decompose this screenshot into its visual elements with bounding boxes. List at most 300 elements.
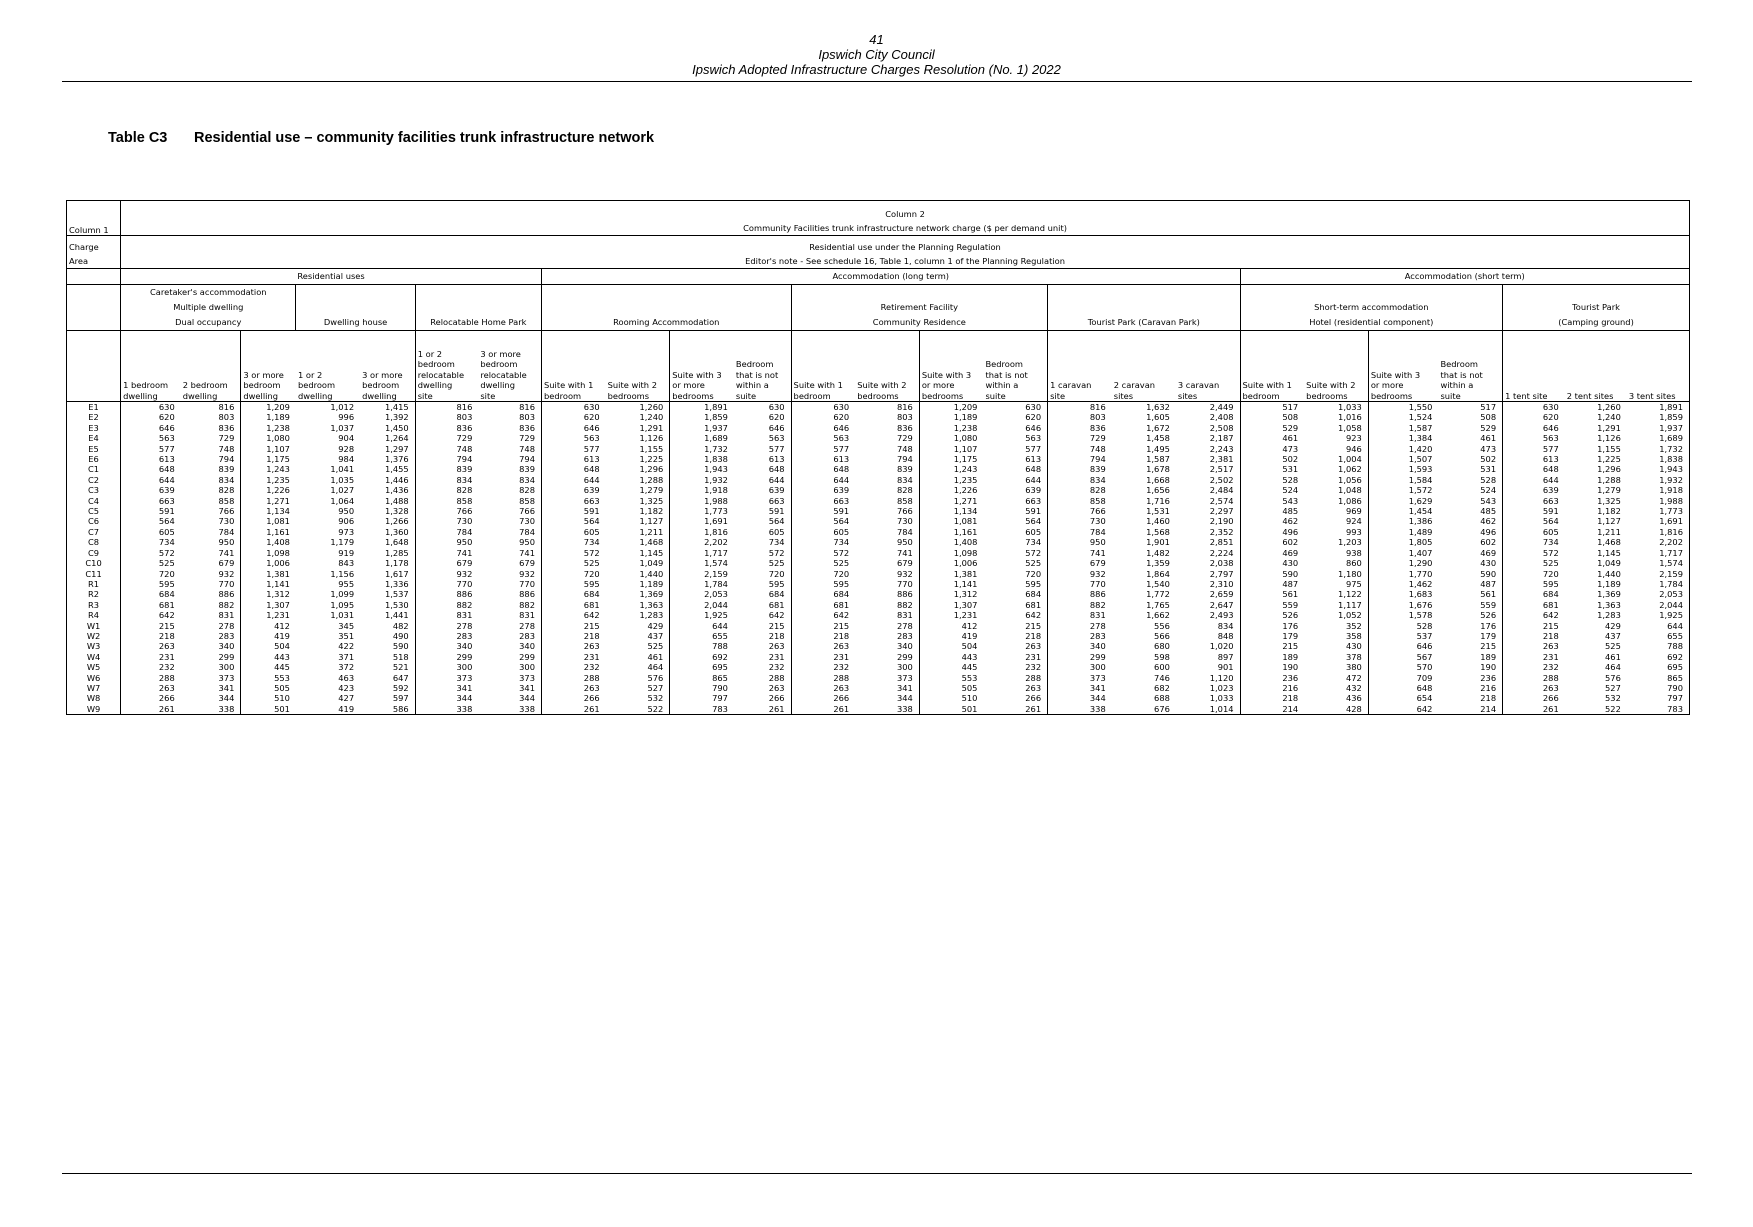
sub-header: [1368, 331, 1438, 402]
charge-area-cell: C6: [67, 516, 121, 526]
charge-value-cell: 595: [583, 578, 600, 589]
charge-value-cell: 630: [734, 402, 791, 413]
charge-value-cell: 831: [218, 610, 235, 621]
charge-value-cell: 218: [983, 631, 1047, 641]
charge-value-cell: 681: [158, 599, 175, 610]
charge-value-cell: 1,578: [1368, 610, 1438, 620]
charge-value-cell: 692: [670, 652, 734, 662]
sub-header-line: Bedroom: [985, 359, 1023, 370]
charge-value-cell: 283: [1089, 630, 1106, 641]
charge-area-cell: W3: [67, 641, 121, 651]
sub-header-line: within a: [985, 380, 1019, 391]
sub-header-line: or more: [1370, 380, 1404, 391]
sub-header-line: bedrooms: [921, 390, 964, 401]
sub-header-line: dwelling: [123, 390, 158, 401]
charge-value-cell: 430: [1282, 558, 1299, 569]
charge-value-cell: 620: [1542, 412, 1559, 423]
charge-value-cell: 263: [1542, 641, 1559, 652]
table-row: [67, 610, 1690, 620]
charge-value-cell: 462: [1282, 516, 1299, 527]
charge-value-cell: 218: [583, 630, 600, 641]
charge-value-cell: 1,816: [1627, 527, 1690, 537]
charge-value-cell: 559: [1438, 600, 1502, 610]
sub-header-line: bedroom: [417, 359, 455, 370]
charge-value-cell: 1,572: [1368, 485, 1438, 495]
charge-value-cell: 729: [1089, 433, 1106, 444]
charge-value-cell: 1,041: [330, 464, 355, 475]
charge-value-cell: 496: [1282, 526, 1299, 537]
charge-value-cell: 299: [1089, 651, 1106, 662]
charge-value-cell: 1,141: [241, 579, 296, 589]
charge-value-cell: 577: [833, 443, 850, 454]
charge-value-cell: 373: [896, 672, 913, 683]
charge-value-cell: 1,656: [1146, 485, 1170, 496]
charge-value-cell: 2,659: [1176, 589, 1240, 599]
charge-value-cell: 741: [218, 547, 235, 558]
charge-value-cell: 2,381: [1176, 454, 1240, 464]
charge-value-cell: 684: [158, 589, 175, 600]
charge-value-cell: 1,988: [1627, 496, 1690, 506]
charge-value-cell: 487: [1282, 578, 1299, 589]
sub-header: [415, 331, 478, 402]
charge-value-cell: 1,126: [1597, 433, 1621, 444]
charge-value-cell: 1,325: [639, 495, 664, 506]
charge-value-cell: 984: [338, 454, 355, 465]
charge-value-cell: 839: [478, 464, 541, 474]
charge-value-cell: 576: [647, 672, 664, 683]
charge-value-cell: 2,851: [1176, 537, 1240, 547]
sub-header: [670, 331, 734, 402]
charge-value-cell: 1,507: [1368, 454, 1438, 464]
charge-value-cell: 770: [218, 578, 235, 589]
charge-value-cell: 1,020: [1176, 641, 1240, 651]
charge-value-cell: 261: [983, 704, 1047, 715]
charge-value-cell: 522: [606, 704, 670, 715]
column2-header: [121, 201, 1690, 236]
sub-header-line: Suite with 3: [921, 369, 972, 380]
charge-value-cell: 730: [218, 516, 235, 527]
charge-value-cell: 591: [158, 506, 175, 517]
sub-header: [478, 331, 541, 402]
charge-value-cell: 1,458: [1146, 433, 1170, 444]
charge-value-cell: 564: [734, 516, 791, 526]
charge-value-cell: 1,049: [1597, 558, 1621, 569]
charge-value-cell: 592: [360, 683, 415, 693]
charge-value-cell: 1,006: [241, 558, 296, 568]
charge-value-cell: 932: [478, 569, 541, 579]
charge-value-cell: 1,238: [919, 423, 983, 433]
charge-value-cell: 1,386: [1368, 516, 1438, 526]
charge-value-cell: 630: [583, 402, 600, 412]
charge-value-cell: 620: [983, 412, 1047, 422]
charge-value-cell: 605: [983, 527, 1047, 537]
charge-value-cell: 1,048: [1338, 485, 1362, 496]
table-row: [67, 683, 1690, 693]
charge-value-cell: 1,550: [1368, 402, 1438, 413]
charge-value-cell: 218: [158, 630, 175, 641]
charge-value-cell: 517: [1282, 402, 1299, 412]
charge-value-cell: 613: [833, 454, 850, 465]
sub-header: [1438, 331, 1502, 402]
charge-value-cell: 504: [241, 641, 296, 651]
charge-value-cell: 1,468: [639, 537, 664, 548]
charge-value-cell: 679: [896, 558, 913, 569]
charge-value-cell: 932: [1089, 568, 1106, 579]
table-row: [67, 548, 1690, 558]
charge-value-cell: 338: [1048, 704, 1112, 715]
charge-value-cell: 215: [158, 620, 175, 631]
charge-value-cell: 1,182: [639, 506, 664, 517]
charge-value-cell: 642: [583, 610, 600, 621]
charge-value-cell: 729: [478, 433, 541, 443]
charge-value-cell: 1,307: [919, 600, 983, 610]
charge-value-cell: 1,587: [1368, 423, 1438, 433]
charge-value-cell: 437: [647, 630, 664, 641]
header-row-groups: [67, 269, 1690, 285]
charge-value-cell: 564: [1542, 516, 1559, 527]
charge-value-cell: 1,290: [1368, 558, 1438, 568]
charge-value-cell: 526: [1438, 610, 1502, 620]
charge-value-cell: 577: [1542, 443, 1559, 454]
sub-header: [1048, 331, 1112, 402]
charge-area-cell: C8: [67, 537, 121, 547]
charge-value-cell: 189: [1282, 651, 1299, 662]
charge-value-cell: 2,297: [1176, 506, 1240, 516]
charge-value-cell: 176: [1438, 621, 1502, 631]
charge-value-cell: 794: [218, 454, 235, 465]
charge-value-cell: 680: [1154, 641, 1170, 652]
charge-value-cell: 525: [583, 558, 600, 569]
charge-value-cell: 521: [360, 662, 415, 672]
charge-value-cell: 1,175: [241, 454, 296, 464]
charge-value-cell: 218: [1282, 693, 1299, 704]
charge-value-cell: 794: [478, 454, 541, 464]
charge-value-cell: 232: [1542, 662, 1559, 673]
header-row-column2: [67, 201, 1690, 236]
charge-value-cell: 858: [415, 496, 478, 506]
charge-value-cell: 648: [1542, 464, 1559, 475]
blank-cell: [67, 285, 121, 331]
charge-value-cell: 2,187: [1176, 433, 1240, 443]
charge-area-cell: C10: [67, 558, 121, 568]
charge-value-cell: 1,240: [639, 412, 664, 423]
charge-value-cell: 469: [1282, 547, 1299, 558]
charge-value-cell: 950: [338, 506, 355, 517]
charge-value-cell: 437: [1605, 630, 1621, 641]
table-row: [67, 454, 1690, 464]
charge-value-cell: 564: [583, 516, 600, 527]
community-label: Community Residence: [872, 317, 966, 327]
sub-header-line: bedroom: [793, 390, 831, 401]
caretaker-label: Caretaker's accommodation: [149, 287, 267, 297]
charge-value-cell: 218: [833, 630, 850, 641]
charge-value-cell: 2,190: [1176, 516, 1240, 526]
charge-value-cell: 1,226: [241, 485, 296, 495]
charge-value-cell: 527: [647, 682, 664, 693]
charge-value-cell: 1,155: [1597, 443, 1621, 454]
charge-value-cell: 681: [1542, 599, 1559, 610]
charge-value-cell: 1,455: [360, 464, 415, 474]
charge-value-cell: 836: [896, 422, 913, 433]
charge-value-cell: 639: [158, 485, 175, 496]
charge-value-cell: 2,224: [1176, 548, 1240, 558]
charge-value-cell: 559: [1282, 599, 1299, 610]
charge-value-cell: 1,540: [1146, 578, 1170, 589]
charge-value-cell: 1,126: [639, 433, 664, 444]
charge-value-cell: 1,605: [1146, 412, 1170, 423]
charge-value-cell: 1,482: [1146, 547, 1170, 558]
charge-value-cell: 620: [158, 412, 175, 423]
charge-value-cell: 797: [670, 693, 734, 703]
charge-value-cell: 263: [158, 641, 175, 652]
charge-value-cell: 263: [734, 641, 791, 651]
charge-value-cell: 886: [415, 589, 478, 599]
charge-value-cell: 283: [218, 630, 235, 641]
sub-header-line: bedroom: [1242, 390, 1280, 401]
charge-value-cell: 734: [158, 537, 175, 548]
charge-value-cell: 770: [415, 579, 478, 589]
charge-value-cell: 266: [583, 693, 600, 704]
charge-area-cell: E2: [67, 412, 121, 422]
charge-value-cell: 904: [338, 433, 355, 444]
table-row: [67, 589, 1690, 599]
charge-value-cell: 261: [734, 704, 791, 715]
charge-value-cell: 1,064: [330, 495, 355, 506]
charge-value-cell: 215: [833, 620, 850, 631]
charge-value-cell: 232: [734, 662, 791, 672]
charge-value-cell: 1,203: [1338, 537, 1362, 548]
charge-value-cell: 1,359: [1146, 558, 1170, 569]
charge-value-cell: 950: [415, 537, 478, 547]
charge-value-cell: 338: [855, 704, 919, 715]
sub-header-line: site: [480, 390, 496, 401]
charge-value-cell: 1,691: [1627, 516, 1690, 526]
charge-value-cell: 1,668: [1146, 474, 1170, 485]
charge-value-cell: 231: [983, 652, 1047, 662]
charge-value-cell: 1,271: [241, 496, 296, 506]
charge-value-cell: 215: [1438, 641, 1502, 651]
charge-value-cell: 654: [1368, 693, 1438, 703]
charge-value-cell: 1,415: [360, 402, 415, 413]
sub-header-line: dwelling: [362, 390, 397, 401]
charge-value-cell: 378: [1345, 651, 1362, 662]
charge-value-cell: 572: [583, 547, 600, 558]
charge-value-cell: 950: [218, 537, 235, 548]
charge-value-cell: 1,765: [1146, 599, 1170, 610]
page-number: 41: [869, 32, 884, 47]
sub-header-line: Suite with 3: [1370, 369, 1421, 380]
page-header: [0, 32, 1753, 77]
charge-value-cell: 1,127: [639, 516, 664, 527]
charge-value-cell: 263: [1542, 682, 1559, 693]
charge-value-cell: 1,587: [1146, 454, 1170, 465]
charge-value-cell: 1,360: [360, 527, 415, 537]
charge-area-cell: R4: [67, 610, 121, 620]
charge-value-cell: 300: [478, 662, 541, 672]
sub-header-line: 2 caravan: [1113, 380, 1156, 391]
charge-value-cell: 591: [1542, 506, 1559, 517]
charge-value-cell: 1,381: [241, 569, 296, 579]
charge-value-cell: 1,691: [670, 516, 734, 526]
charge-value-cell: 642: [1368, 704, 1438, 715]
sub-header-line: within a: [735, 380, 769, 391]
charge-value-cell: 858: [478, 496, 541, 506]
charge-value-cell: 684: [833, 589, 850, 600]
charge-value-cell: 300: [896, 662, 913, 673]
charge-value-cell: 1,689: [670, 433, 734, 443]
charge-value-cell: 412: [241, 621, 296, 631]
charge-value-cell: 709: [1368, 673, 1438, 683]
charge-value-cell: 602: [1438, 537, 1502, 547]
sub-header-line: 1 or 2: [417, 348, 443, 359]
charge-value-cell: 1,440: [1597, 568, 1621, 579]
charge-value-cell: 646: [1542, 422, 1559, 433]
charge-value-cell: 236: [1438, 673, 1502, 683]
charge-value-cell: 1,816: [670, 527, 734, 537]
sub-header-line: within a: [1440, 380, 1474, 391]
charge-value-cell: 1,937: [670, 423, 734, 433]
charge-value-cell: 1,450: [360, 423, 415, 433]
charge-value-cell: 1,489: [1368, 527, 1438, 537]
charge-value-cell: 973: [338, 526, 355, 537]
sub-header-line: dwelling: [297, 390, 333, 401]
charge-value-cell: 1,264: [360, 433, 415, 443]
charge-value-cell: 681: [833, 599, 850, 610]
charge-area-cell: C9: [67, 548, 121, 558]
charge-value-cell: 2,647: [1176, 600, 1240, 610]
charge-area-cell: E5: [67, 444, 121, 454]
charge-value-cell: 218: [734, 631, 791, 641]
charge-value-cell: 746: [1154, 672, 1170, 683]
charge-value-cell: 1,408: [241, 537, 296, 547]
table-title: [108, 130, 654, 146]
charge-value-cell: 338: [181, 704, 241, 715]
charge-value-cell: 1,537: [360, 589, 415, 599]
table-row: [67, 496, 1690, 506]
charge-value-cell: 463: [338, 672, 355, 683]
charge-value-cell: 572: [158, 547, 175, 558]
charge-value-cell: 1,859: [1627, 412, 1690, 422]
charge-value-cell: 525: [647, 641, 664, 652]
charge-value-cell: 179: [1438, 631, 1502, 641]
charge-value-cell: 928: [338, 443, 355, 454]
charge-value-cell: 1,369: [1597, 589, 1621, 600]
charge-value-cell: 525: [1542, 558, 1559, 569]
charge-value-cell: 831: [896, 610, 913, 621]
sub-header-line: bedroom: [362, 380, 400, 391]
sub-header-line: 1 tent site: [1505, 390, 1548, 401]
charge-value-cell: 681: [983, 600, 1047, 610]
sub-header-line: bedrooms: [672, 390, 714, 401]
charge-value-cell: 1,689: [1627, 433, 1690, 443]
charge-value-cell: 429: [647, 620, 664, 631]
charge-value-cell: 816: [218, 402, 235, 412]
charge-value-cell: 720: [158, 568, 175, 579]
blank-cell: [67, 269, 121, 285]
charge-value-cell: 1,225: [1597, 454, 1621, 465]
header-row-regulation: [67, 236, 1690, 269]
charge-value-cell: 648: [1368, 683, 1438, 693]
charge-value-cell: 595: [983, 579, 1047, 589]
charge-value-cell: 577: [158, 443, 175, 454]
charge-area-cell: R3: [67, 600, 121, 610]
charge-value-cell: 730: [1089, 516, 1106, 527]
charge-value-cell: 263: [583, 682, 600, 693]
charge-value-cell: 473: [1438, 444, 1502, 454]
charge-value-cell: 828: [478, 485, 541, 495]
charge-value-cell: 748: [415, 444, 478, 454]
charge-value-cell: 501: [241, 704, 296, 715]
charge-area-cell: R1: [67, 579, 121, 589]
charge-value-cell: 729: [896, 433, 913, 444]
charge-value-cell: 537: [1368, 631, 1438, 641]
charge-value-cell: 766: [415, 506, 478, 516]
charge-area-line2: Area: [69, 256, 89, 266]
charge-value-cell: 1,717: [1627, 548, 1690, 558]
charge-value-cell: 590: [1438, 569, 1502, 579]
charge-value-cell: 591: [734, 506, 791, 516]
charge-value-cell: 190: [1438, 662, 1502, 672]
table-row: [67, 537, 1690, 547]
charge-value-cell: 1,369: [639, 589, 664, 600]
charge-area-cell: W2: [67, 631, 121, 641]
charge-value-cell: 1,441: [360, 610, 415, 620]
charge-value-cell: 445: [919, 662, 983, 672]
charge-value-cell: 464: [647, 662, 664, 673]
charge-value-cell: 1,240: [1597, 412, 1621, 423]
charge-value-cell: 1,014: [1176, 704, 1240, 715]
charge-value-cell: 630: [158, 402, 175, 412]
charge-value-cell: 681: [583, 599, 600, 610]
charge-value-cell: 803: [896, 412, 913, 423]
charge-value-cell: 794: [415, 454, 478, 464]
sub-header-line: suite: [1440, 390, 1461, 401]
sub-header: [1112, 331, 1176, 402]
charge-value-cell: 1,288: [639, 474, 664, 485]
charge-value-cell: 1,291: [639, 422, 664, 433]
charge-area-cell: W5: [67, 662, 121, 672]
charge-value-cell: 1,226: [919, 485, 983, 495]
charge-value-cell: 461: [1438, 433, 1502, 443]
charge-value-cell: 427: [338, 693, 355, 704]
charge-value-cell: 950: [478, 537, 541, 547]
charge-value-cell: 605: [583, 526, 600, 537]
charge-value-cell: 1,864: [1146, 568, 1170, 579]
charge-value-cell: 790: [1627, 683, 1690, 693]
table-caption: Residential use – community facilities trunk infrastructure network: [194, 130, 655, 146]
charge-value-cell: 1,617: [360, 569, 415, 579]
charge-value-cell: 1,283: [1597, 610, 1621, 621]
charge-value-cell: 380: [1345, 662, 1362, 673]
charge-value-cell: 1,574: [670, 558, 734, 568]
charge-value-cell: 510: [241, 693, 296, 703]
charge-value-cell: 572: [1542, 547, 1559, 558]
charge-value-cell: 340: [896, 641, 913, 652]
charge-value-cell: 288: [1542, 672, 1559, 683]
charge-value-cell: 1,784: [1627, 579, 1690, 589]
charge-value-cell: 770: [1089, 578, 1106, 589]
sub-header: [1304, 331, 1368, 402]
charge-value-cell: 577: [583, 443, 600, 454]
charge-value-cell: 828: [1089, 485, 1106, 496]
charge-value-cell: 684: [583, 589, 600, 600]
charge-value-cell: 1,732: [1627, 444, 1690, 454]
charge-area-cell: E1: [67, 402, 121, 413]
sub-header-line: 3 tent sites: [1628, 390, 1676, 401]
charge-value-cell: 2,202: [670, 537, 734, 547]
charge-value-cell: 1,376: [360, 454, 415, 464]
charge-value-cell: 1,062: [1338, 464, 1362, 475]
